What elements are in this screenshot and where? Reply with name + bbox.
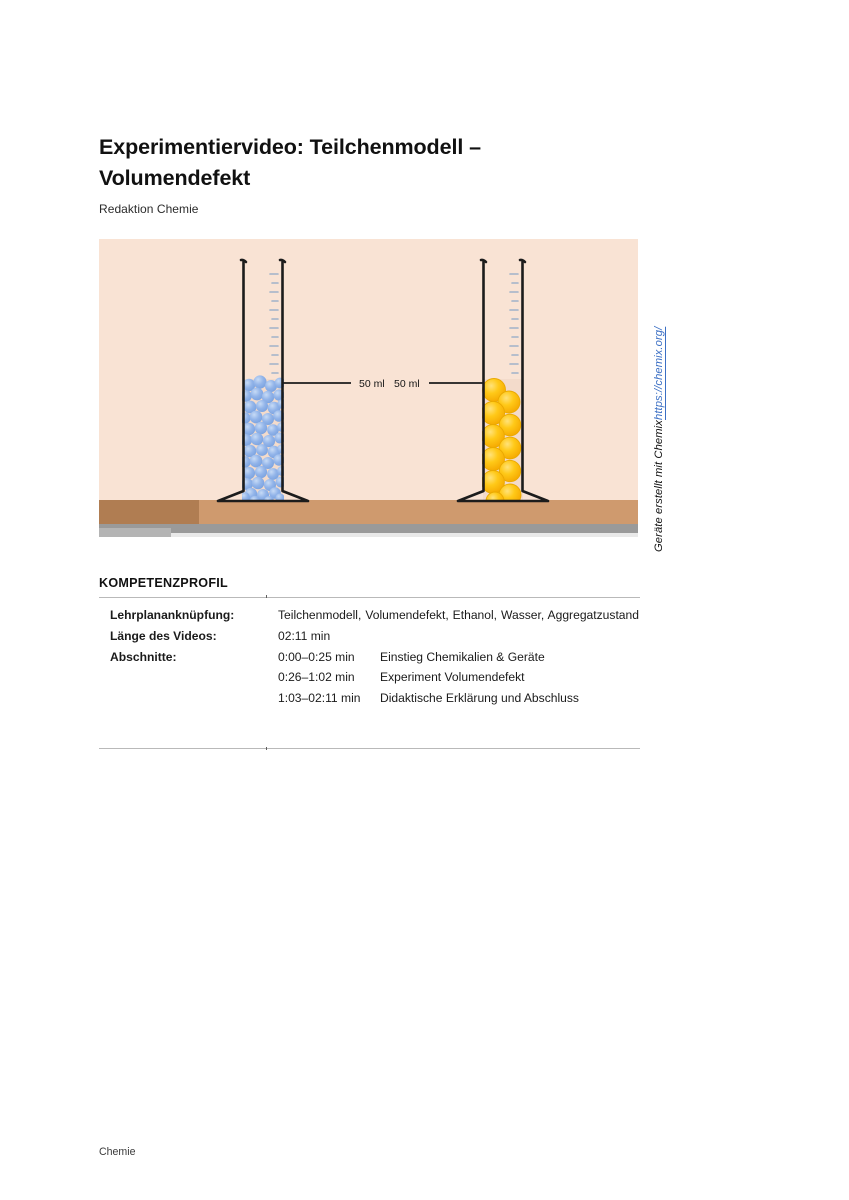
chemix-link[interactable]: https://chemix.org/ [653,326,665,421]
table-row [99,647,640,709]
segment-time: 1:03–02:11 min [278,691,361,706]
page-title: Experimentiervideo: Teilchenmodell – Volumendefekt [99,135,481,190]
table-top-column-tick [266,595,267,598]
illustration-svg [99,239,638,537]
segment-row [278,647,579,668]
row-value-abschnitte [278,647,640,709]
segment-description: Experiment Volumendefekt [380,670,525,685]
table-row [99,600,640,626]
ethanol-particles [481,379,523,511]
segment-description: Einstieg Chemikalien & Geräte [380,649,545,664]
row-value-lehrplan: Teilchenmodell, Volumendefekt, Ethanol, Wasser, Aggregatzustand [278,608,639,622]
author-byline: Redaktion Chemie [99,202,199,216]
bench [99,500,638,537]
row-label-laenge: Länge des Videos: [110,628,217,643]
kompetenzprofil-table [99,600,640,709]
row-label-abschnitte: Abschnitte: [110,649,177,664]
figure-credit-text: Geräte erstellt mit Chemix [653,420,665,552]
segment-time: 0:26–1:02 min [278,670,355,685]
row-value-laenge: 02:11 min [278,628,331,643]
table-bottom-rule [99,748,640,749]
page-footer: Chemie [99,1146,136,1158]
table-row [99,626,640,647]
segment-row [278,667,579,688]
kompetenzprofil-heading: KOMPETENZPROFIL [99,576,228,590]
table-top-rule [99,597,640,598]
segments-table [278,647,579,709]
segment-time: 0:00–0:25 min [278,649,355,664]
table-bottom-column-tick [266,747,267,750]
experiment-illustration [99,239,638,537]
left-cylinder-label: 50 ml [359,378,385,390]
figure-credit [653,300,675,552]
water-particles [239,375,287,506]
right-cylinder-label: 50 ml [394,378,420,390]
segment-row [278,688,579,709]
row-label-lehrplan: Lehrplananknüpfung: [110,608,235,622]
segment-description: Didaktische Erklärung und Abschluss [380,691,579,706]
